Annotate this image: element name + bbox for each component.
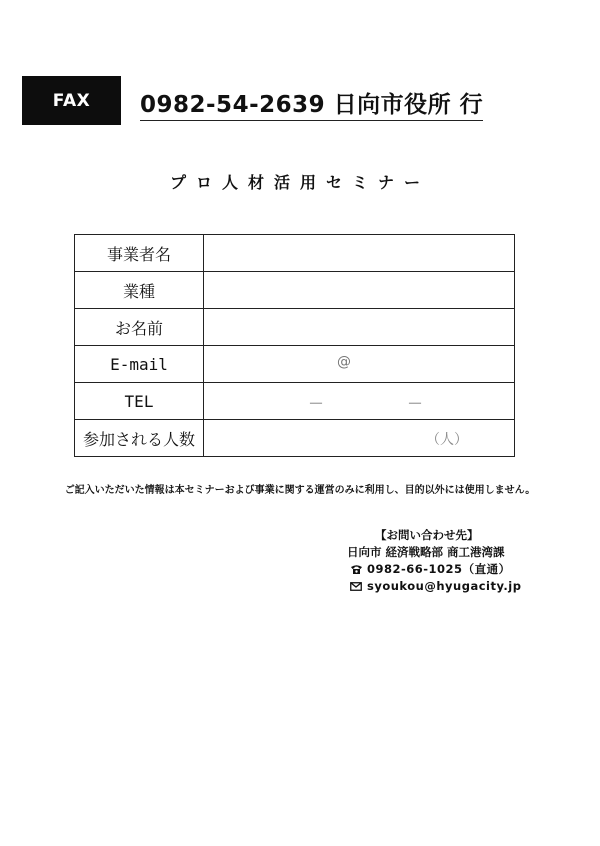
fax-label: FAX (52, 90, 91, 111)
fax-number: 0982-54-2639 日向市役所 行 (140, 86, 483, 121)
email-field[interactable] (204, 346, 515, 383)
industry-label: 業種 (75, 272, 204, 309)
page-title: プロ人材活用セミナー (169, 173, 430, 192)
tel-dash-1: － (308, 394, 325, 413)
email-label: E-mail (75, 346, 204, 383)
industry-field[interactable] (204, 272, 515, 309)
contact-heading: 【お問い合わせ先】 (375, 528, 479, 542)
tel-field[interactable] (204, 383, 515, 420)
attendees-label: 参加される人数 (75, 420, 204, 457)
contact-block (347, 527, 521, 595)
form-row-email (75, 346, 515, 383)
privacy-notice: ご記入いただいた情報は本セミナーおよび事業に関する運営のみに利用し、目的以外には使用しません。 (64, 485, 536, 496)
contact-phone-number: 0982-66-1025（直通） (367, 562, 511, 576)
email-at-sign: @ (337, 354, 351, 370)
tel-label: TEL (75, 383, 204, 420)
envelope-icon (347, 582, 365, 591)
registration-form (74, 234, 515, 457)
name-label: お名前 (75, 309, 204, 346)
fax-badge (22, 76, 121, 125)
name-field[interactable] (204, 309, 515, 346)
form-row-name (75, 309, 515, 346)
contact-email-address[interactable]: syoukou@hyugacity.jp (367, 579, 522, 593)
phone-icon (347, 564, 365, 575)
company-name-label: 事業者名 (75, 235, 204, 272)
form-row-company (75, 235, 515, 272)
company-name-field[interactable] (204, 235, 515, 272)
attendees-field[interactable] (204, 420, 515, 457)
contact-phone (347, 561, 521, 578)
form-row-industry (75, 272, 515, 309)
tel-dash-2: － (407, 394, 424, 413)
contact-department (347, 544, 521, 561)
form-row-tel (75, 383, 515, 420)
contact-email (347, 578, 521, 595)
attendees-unit: （人） (426, 432, 468, 448)
department-text: 日向市 経済戦略部 商工港湾課 (347, 545, 505, 559)
form-row-attendees (75, 420, 515, 457)
